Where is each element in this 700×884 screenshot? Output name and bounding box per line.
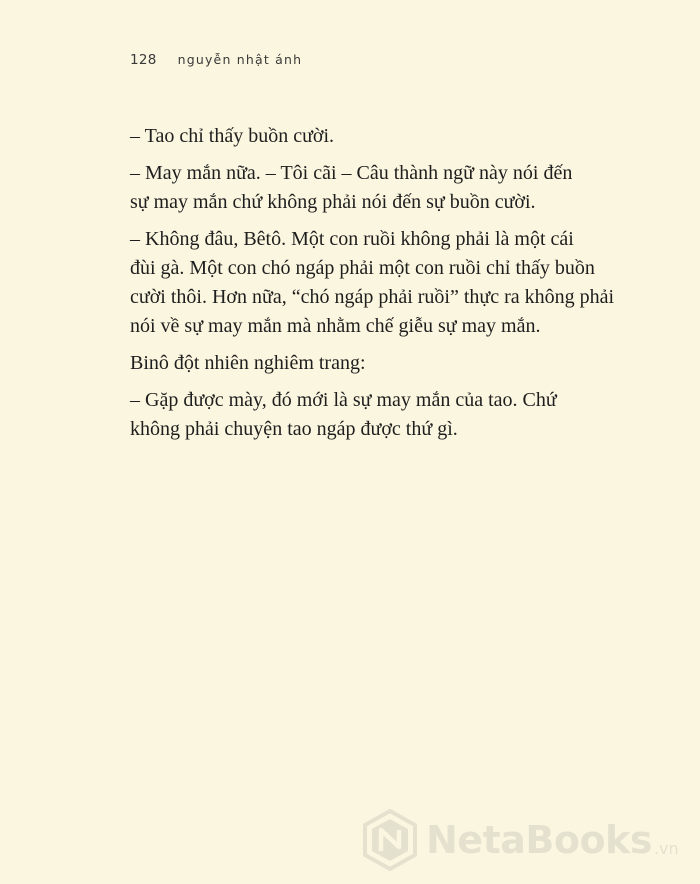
text-line: sự may mắn chứ không phải nói đến sự buồn cười.	[130, 191, 536, 213]
watermark-brand: NetaBooks	[426, 818, 652, 862]
netabooks-logo-icon	[362, 809, 418, 871]
page-number: 128	[130, 52, 157, 68]
text-line: cười thôi. Hơn nữa, “chó ngáp phải ruồi” thực ra không phải	[130, 286, 615, 308]
paragraph	[130, 159, 576, 217]
running-head	[130, 52, 302, 68]
running-head-author: nguyễn nhật ánh	[177, 52, 303, 67]
text-line: không phải chuyện tao ngáp được thứ gì.	[130, 418, 458, 440]
body-text	[130, 122, 615, 452]
text-line: – Không đâu, Bêtô. Một con ruồi không phải là một cái	[130, 228, 574, 250]
text-line: đùi gà. Một con chó ngáp phải một con ruồi chỉ thấy buồn	[130, 257, 595, 279]
paragraph	[130, 386, 576, 444]
paragraph	[130, 122, 576, 151]
text-line: nói về sự may mắn mà nhằm chế giễu sự may mắn.	[130, 315, 541, 337]
watermark	[362, 808, 679, 872]
paragraph	[130, 225, 615, 341]
text-line: – May mắn nữa. – Tôi cãi – Câu thành ngữ này nói đến	[130, 162, 573, 184]
text-line: – Tao chỉ thấy buồn cười.	[130, 125, 335, 147]
text-line: – Gặp được mày, đó mới là sự may mắn của tao. Chứ	[130, 389, 557, 411]
watermark-domain: .vn	[653, 839, 679, 858]
text-line: Binô đột nhiên nghiêm trang:	[130, 352, 366, 374]
paragraph	[130, 349, 576, 378]
